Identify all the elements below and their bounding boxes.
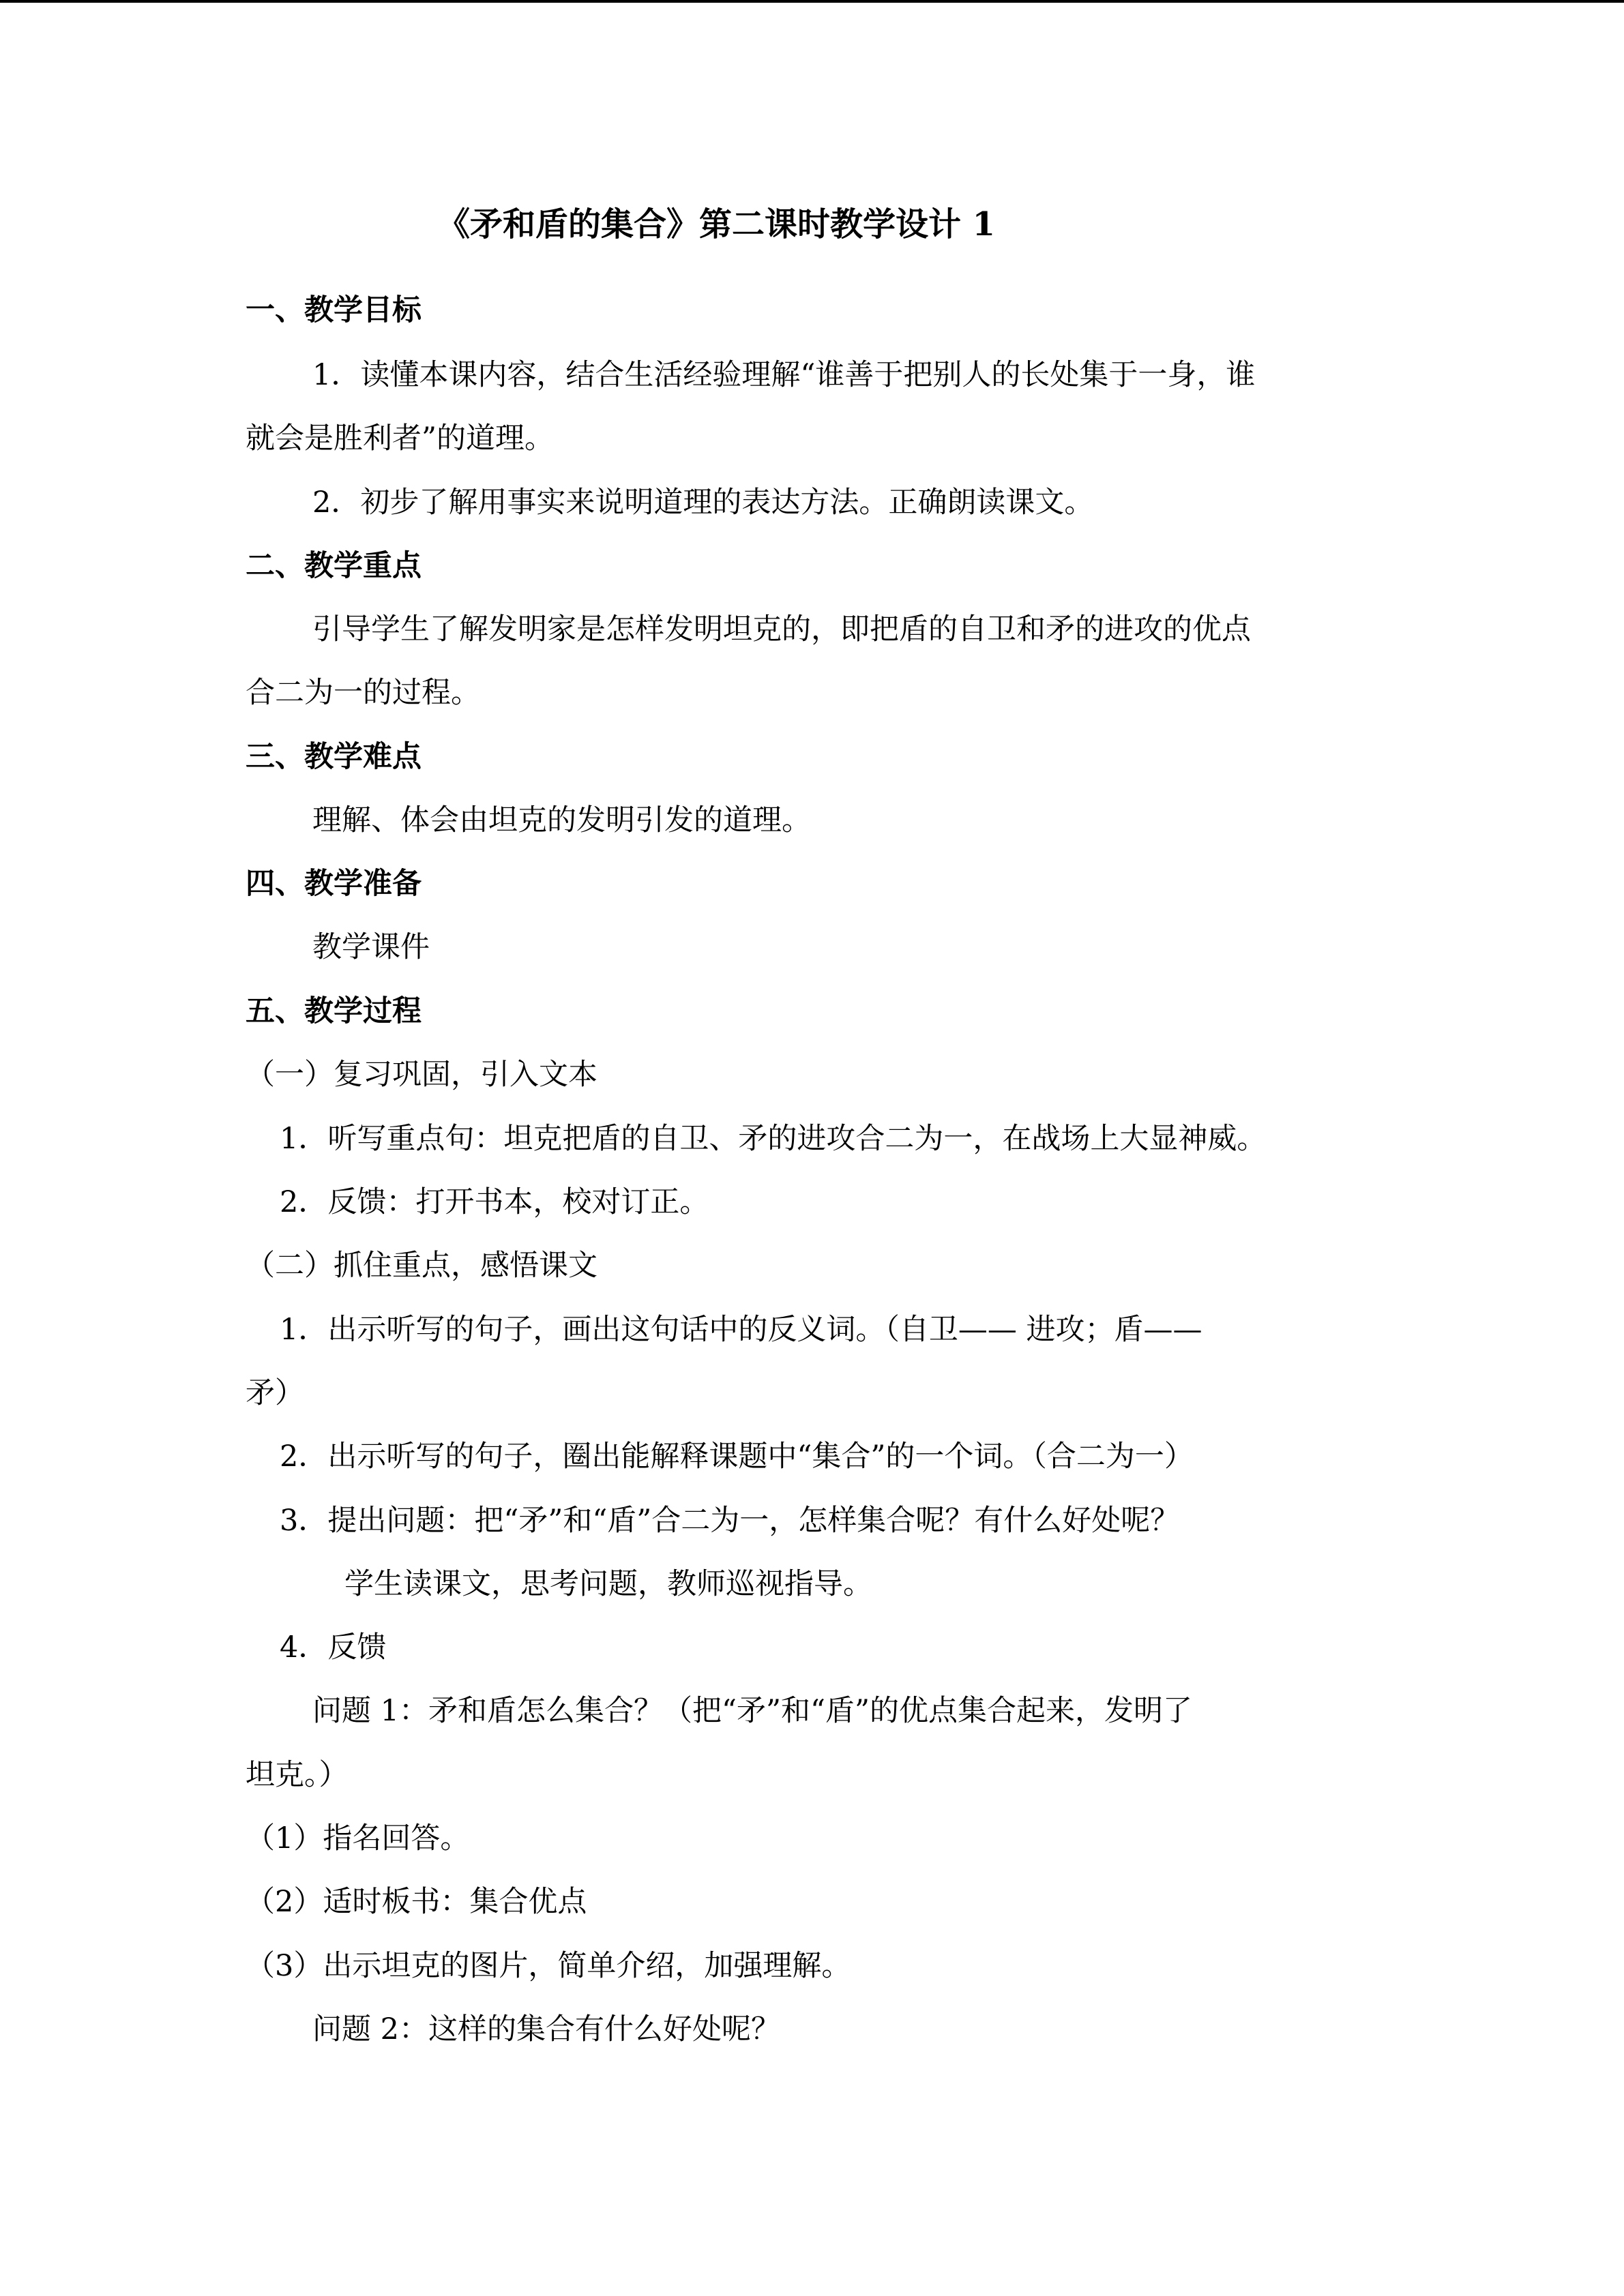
review-step-2: 2．反馈：打开书本，校对订正。 — [280, 1185, 709, 1219]
focus-step-2: 2．出示听写的句子，圈出能解释课题中“集合”的一个词。（合二为一） — [280, 1440, 1194, 1474]
objective-2: 2．初步了解用事实来说明道理的表达方法。正确朗读课文。 — [312, 486, 1094, 520]
section-heading-key-points: 二、教学重点 — [246, 549, 422, 583]
question-1-substep-1: （1）指名回答。 — [246, 1821, 470, 1855]
objective-1-line-1: 1．读懂本课内容，结合生活经验理解“谁善于把别人的长处集于一身，谁 — [312, 358, 1256, 392]
focus-step-3: 3．提出问题：把“矛”和“盾”合二为一，怎样集合呢？有什么好处呢？ — [280, 1504, 1180, 1538]
focus-step-1-line-2: 矛） — [246, 1376, 304, 1410]
subsection-focus: （二）抓住重点，感悟课文 — [246, 1249, 597, 1283]
preparation-text: 教学课件 — [312, 930, 430, 964]
objective-1-line-2: 就会是胜利者”的道理。 — [246, 421, 554, 456]
section-heading-objectives: 一、教学目标 — [246, 293, 422, 327]
section-heading-difficulties: 三、教学难点 — [246, 740, 422, 774]
difficulty-text: 理解、体会由坦克的发明引发的道理。 — [312, 803, 811, 837]
page-top-border — [0, 0, 1624, 3]
focus-step-4: 4．反馈 — [280, 1630, 387, 1665]
key-point-line-1: 引导学生了解发明家是怎样发明坦克的，即把盾的自卫和矛的进攻的优点 — [312, 612, 1251, 646]
question-1-line-2: 坦克。） — [246, 1758, 349, 1792]
subsection-review: （一）复习巩固，引入文本 — [246, 1058, 597, 1092]
question-2: 问题 2：这样的集合有什么好处呢？ — [312, 2012, 781, 2046]
question-1-substep-3: （3）出示坦克的图片，简单介绍，加强理解。 — [246, 1949, 851, 1983]
focus-step-1-line-1: 1．出示听写的句子，画出这句话中的反义词。（自卫—— 进攻；盾—— — [280, 1313, 1202, 1347]
question-1-substep-2: （2）适时板书：集合优点 — [246, 1885, 587, 1919]
document-title: 《矛和盾的集合》第二课时教学设计 1 — [437, 205, 996, 243]
section-heading-preparation: 四、教学准备 — [246, 867, 422, 901]
key-point-line-2: 合二为一的过程。 — [246, 676, 480, 710]
section-heading-process: 五、教学过程 — [246, 994, 422, 1028]
review-step-1: 1．听写重点句：坦克把盾的自卫、矛的进攻合二为一，在战场上大显神威。 — [280, 1122, 1267, 1156]
focus-step-3-note: 学生读课文，思考问题，教师巡视指导。 — [344, 1567, 872, 1601]
question-1-line-1: 问题 1：矛和盾怎么集合？（把“矛”和“盾”的优点集合起来，发明了 — [312, 1694, 1192, 1728]
